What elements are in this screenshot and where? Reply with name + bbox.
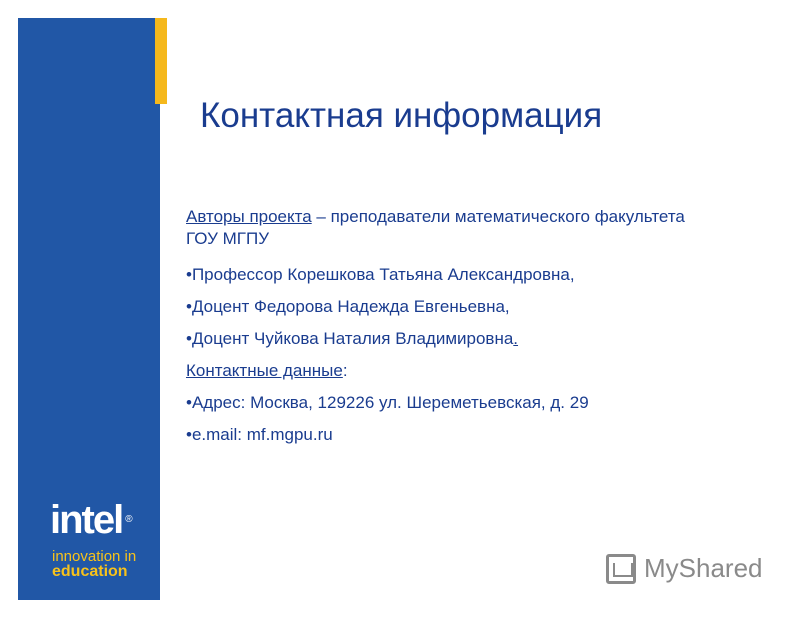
presentation-icon <box>606 554 636 584</box>
bullet-item-3-text: •Доцент Чуйкова Наталия Владимировна <box>186 329 514 348</box>
contacts-heading <box>186 360 706 382</box>
slide-title: Контактная информация <box>200 96 603 135</box>
authors-paragraph <box>186 206 706 250</box>
accent-bar <box>155 18 167 104</box>
registered-mark: ® <box>125 514 133 525</box>
authors-link[interactable]: Авторы проекта <box>186 207 312 226</box>
intel-logo <box>50 500 133 540</box>
slide-content <box>186 206 706 456</box>
bullet-item-3 <box>186 328 706 350</box>
address-item: •Адрес: Москва, 129226 ул. Шереметьевская, д. 29 <box>186 393 589 412</box>
watermark-text: MyShared <box>644 553 763 583</box>
bullet-item-2: •Доцент Федорова Надежда Евгеньевна, <box>186 297 510 316</box>
authors-text: – преподаватели математического факультета ГОУ МГПУ <box>186 207 685 248</box>
tagline-line-1: innovation in <box>52 548 137 565</box>
contacts-colon: : <box>342 361 348 380</box>
watermark <box>606 553 763 584</box>
intel-logo-text: intel <box>50 498 123 542</box>
tagline <box>52 549 136 579</box>
bullet-item-3-link[interactable]: . <box>513 329 519 348</box>
tagline-line-2: education <box>52 563 128 580</box>
bullet-item-1: •Профессор Корешкова Татьяна Александровна, <box>186 265 575 284</box>
contacts-link[interactable]: Контактные данные <box>186 361 343 380</box>
email-item: •e.mail: mf.mgpu.ru <box>186 425 333 444</box>
